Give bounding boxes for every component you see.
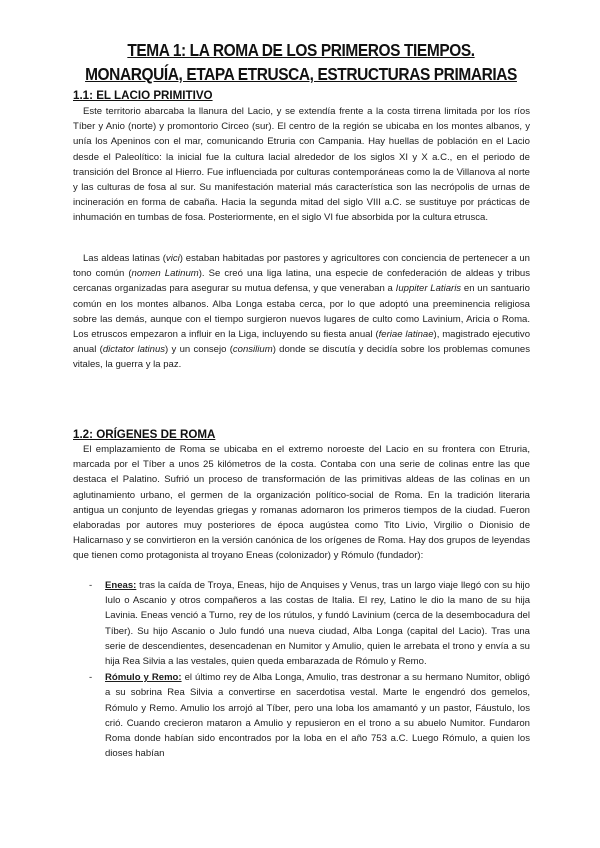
paragraph-origenes-emplazamiento	[73, 442, 530, 564]
section-heading-lacio-primitivo: 1.1: EL LACIO PRIMITIVO	[73, 89, 213, 102]
latin-term: feriae latinae	[378, 329, 434, 341]
text-segment: Las aldeas latinas (	[83, 253, 166, 264]
paragraph-aldeas-latinas	[73, 251, 530, 373]
list-dash: -	[89, 672, 93, 684]
paragraph-lacio-territorio	[73, 104, 530, 226]
paragraph-lacio-territorio-text: Este territorio abarcaba la llanura del Lacio, y se extendía frente a la costa tirrena limitada por los ríos Tíber y Anio (norte) y promontorio Circeo (sur). El centro de la región se ubicaba en los montes albanos, y unía los Apeninos con el mar, comunicando Etruria con Campania. Hay huellas de población en el Lacio desde el Paleolítico: la inicial fue la cultura lacial alrededor de los siglos XI y X a.C., en el periodo de transición del Bronce al Hierro. Fue influenciada por culturas contemporáneas como la de Villanova al norte y las culturas de fosa al sur. Su manifestación material más característica son las necrópolis de urnas de incineración en forma de cabaña. Hacia la segunda mitad del siglo VIII a.C. se sustituye por prácticas de inhumación en tumbas de fosa. Posteriormente, en el siglo VI fue absorbida por la cultura etrusca.	[73, 106, 530, 224]
text-segment: ) donde se discutía y decidía sobre los problemas comunes vitales, la guerra y la paz.	[73, 344, 530, 371]
latin-term: vici	[165, 253, 180, 264]
text-segment: ) estaban habitadas por pastores y agricultores con conciencia de pertenecer a un tono común (	[73, 253, 530, 280]
paragraph-origenes-emplazamiento-text: El emplazamiento de Roma se ubicaba en el extremo noroeste del Lacio en su frontera con Etruria, marcada por el Tíber a unos 25 kilómetros de la costa. Contaba con una serie de colinas entre las que destaca el Palatino. Sufrió un proceso de transformación de las primitivas aldeas de las colinas en un aglutinamiento urbano, el germen de la organización político-social de Roma. En la tradición literaria antigua un conjunto de leyendas griegas y romanas adornaron los primeros tiempos de la ciudad. Fueron elaboradas por autores muy posteriores de época augústea como Tito Livio, Virgilio o Dionisio de Halicarnaso y se convirtieron en la versión canónica de los orígenes de Roma. Hay dos grupos de leyendas que tienen como protagonista al troyano Eneas (colonizador) y Rómulo (fundador):	[73, 444, 530, 562]
list-item	[82, 670, 530, 761]
text-segment: ) y un consejo (	[165, 344, 233, 356]
latin-term: Iuppiter Latiaris	[395, 283, 462, 295]
text-segment: en un santuario común en los montes albanos. Alba Longa estaba cerca, por lo que adoptó una preeminencia religiosa sobre las demás, aunque con el tiempo surgieron nuevos lugares de culto como Lavinium, Aricia o Roma. Los etruscos empezaron a influir en la Liga, incluyendo su fiesta anual (	[73, 283, 530, 341]
latin-term: dictator latinus	[102, 344, 166, 356]
document-title: TEMA 1: LA ROMA DE LOS PRIMEROS TIEMPOS. MONARQUÍA, ETAPA ETRUSCA, ESTRUCTURAS PRIMARIAS	[85, 40, 517, 84]
latin-term: nomen Latinum	[131, 268, 199, 280]
list-item-text: tras la caída de Troya, Eneas, hijo de Anquises y Venus, tras un largo viaje llegó con su hijo Iulo o Ascanio y otros compañeros a las costas de Italia. El rey, Latino le dio la mano de su hija Lavinia. Eneas venció a Turno, rey de los rútulos, y fundó Lavinium (cerca de la desembocadura del Tíber). Su hijo Ascanio o Julo fundó una nueva ciudad, Alba Longa (capital del Lacio). Tras una serie de descendientes, desencadenan en Numitor y Amulio, quien le arrebata el trono y envía a su hija Rea Silvia a las vestales, quien queda embarazada de Rómulo y Remo.	[105, 580, 530, 668]
latin-term: consilium	[232, 344, 273, 356]
list-term-romulo-remo: Rómulo y Remo:	[105, 672, 182, 684]
section-heading-origenes-roma: 1.2: ORÍGENES DE ROMA	[73, 428, 216, 441]
text-segment: ). Se creó una liga latina, una especie de confederación de aldeas y tribus cercanas organizadas para asegurar su mutua defensa, y que veneraban a	[73, 268, 530, 295]
list-dash: -	[89, 580, 93, 591]
list-item-text: el último rey de Alba Longa, Amulio, tras destronar a su hermano Numitor, obligó a su sobrina Rea Silvia a convertirse en sacerdotisa vestal. Marte le engendró dos gemelos, Rómulo y Remo. Amulio los arrojó al Tíber, pero una loba los amamantó y un pastor, Fáustulo, los crió. Cuando crecieron mataron a Amulio y repusieron en el trono a su abuelo Numitor. Fundaron Roma donde habían sido encontrados por la loba en el año 753 a.C. Luego Rómulo, a quien los dioses habían	[105, 672, 530, 760]
list-term-eneas: Eneas:	[105, 580, 137, 591]
text-segment: ), magistrado ejecutivo anual (	[73, 329, 531, 356]
list-item	[82, 578, 530, 669]
legend-list	[82, 578, 530, 762]
